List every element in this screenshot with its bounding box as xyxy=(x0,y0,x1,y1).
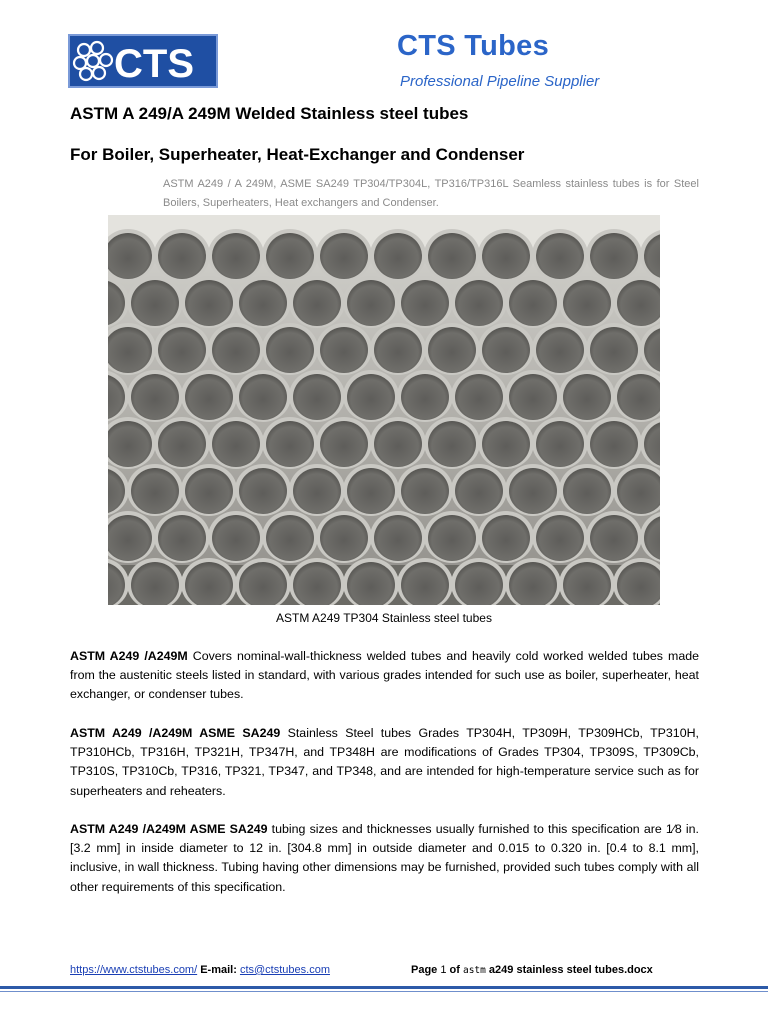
tube-bore xyxy=(455,280,503,326)
tube-bore xyxy=(158,233,206,279)
paragraph-lead: ASTM A249 /A249M xyxy=(70,649,188,663)
tube-bore xyxy=(563,374,611,420)
paragraph-lead: ASTM A249 /A249M ASME SA249 xyxy=(70,726,281,740)
paragraph-text: Covers nominal-wall-thickness welded tubes and heavily cold worked welded tubes made from the austenitic steels listed in standard, with various grades intended for such use as boiler, superheater, heat exchanger, or condenser tubes. xyxy=(70,649,699,702)
tube-bore xyxy=(347,374,395,420)
tube-bore xyxy=(401,280,449,326)
paragraph-lead: ASTM A249 /A249M ASME SA249 xyxy=(70,822,268,836)
tube-bore xyxy=(293,468,341,514)
brand-title: CTS Tubes xyxy=(397,30,550,62)
tube-bore xyxy=(590,421,638,467)
website-link[interactable]: https://www.ctstubes.com/ xyxy=(70,964,198,976)
tube-bore xyxy=(536,233,584,279)
tube-bore xyxy=(590,327,638,373)
footer-rule xyxy=(0,986,768,989)
tube-bore xyxy=(509,468,557,514)
page-number: 1 xyxy=(440,964,447,976)
tube-bore xyxy=(536,421,584,467)
tube-bore xyxy=(320,515,368,561)
email-label: E-mail: xyxy=(197,964,240,976)
tube-bore xyxy=(158,327,206,373)
tube-bore xyxy=(374,233,422,279)
tube-bore xyxy=(131,280,179,326)
paragraph-grades xyxy=(70,724,699,801)
footer-rule-thin xyxy=(0,991,768,992)
paragraph-text: tubing sizes and thicknesses usually furnished to this specification are 1⁄8 in. [3.2 mm] in inside diameter to 12 in. [304.8 mm] in outside diameter and 0.015 to 0.320 in. [0.4 to 8.1 mm], inclusive, in wall thickness. Tubing having other dimensions may be furnished, provided such tubes comply with all other requirements of this specification. xyxy=(70,822,699,894)
tubes-photo xyxy=(108,215,660,605)
tube-bore xyxy=(266,233,314,279)
tube-bore xyxy=(239,280,287,326)
tube-bore xyxy=(455,374,503,420)
tube-bore xyxy=(293,374,341,420)
tube-bore xyxy=(428,515,476,561)
document-title: ASTM A 249/A 249M Welded Stainless steel tubes xyxy=(70,104,469,123)
tube-bore xyxy=(482,327,530,373)
paragraph-text: Stainless Steel tubes Grades TP304H, TP309H, TP309HCb, TP310H, TP310HCb, TP316H, TP321H, TP347H, and TP348H are modifications of Grades TP304, TP309S, TP309Cb, TP310S, TP310Cb, TP316, TP321, TP347, and TP348, and are intended for high-temperature service such as for superheaters and reheaters. xyxy=(70,726,699,798)
tube-bore xyxy=(347,468,395,514)
image-caption: ASTM A249 TP304 Stainless steel tubes xyxy=(276,611,492,625)
company-logo xyxy=(68,34,218,88)
tube-bore xyxy=(590,515,638,561)
tube-bore xyxy=(266,421,314,467)
footer-page-info xyxy=(411,964,653,976)
email-link[interactable]: cts@ctstubes.com xyxy=(239,964,330,976)
tube-bore xyxy=(347,280,395,326)
tube-bore xyxy=(374,515,422,561)
tube-bore xyxy=(212,515,260,561)
intro-text: ASTM A249 / A 249M, ASME SA249 TP304/TP304L, TP316/TP316L Seamless stainless tubes is for Steel Boilers, Superheaters, Heat exchangers and Condenser. xyxy=(163,178,699,209)
tube-bore xyxy=(131,468,179,514)
tube-bore xyxy=(482,515,530,561)
tube-bore xyxy=(563,280,611,326)
tube-bore xyxy=(185,468,233,514)
tube-bore xyxy=(158,421,206,467)
tube-bore xyxy=(185,374,233,420)
tube-bore xyxy=(293,280,341,326)
paragraph-scope xyxy=(70,647,699,705)
tube-bore xyxy=(266,327,314,373)
tube-bore xyxy=(212,421,260,467)
tube-bore xyxy=(131,374,179,420)
tube-bore xyxy=(212,233,260,279)
logo-text: CTS xyxy=(114,42,194,86)
tube-bore xyxy=(158,515,206,561)
tube-bore xyxy=(428,421,476,467)
tube-bore xyxy=(455,468,503,514)
tube-bore xyxy=(590,233,638,279)
doc-prefix: astm xyxy=(462,965,486,976)
tube-bore xyxy=(428,233,476,279)
tube-bore xyxy=(320,233,368,279)
document-subtitle: For Boiler, Superheater, Heat-Exchanger and Condenser xyxy=(70,145,525,164)
tube-bore xyxy=(266,515,314,561)
tube-bore xyxy=(482,233,530,279)
tube-bore xyxy=(536,515,584,561)
tube-bore xyxy=(212,327,260,373)
tube-bore xyxy=(320,421,368,467)
tube-bore xyxy=(536,327,584,373)
page-label: Page xyxy=(411,964,441,976)
tube-bore xyxy=(428,327,476,373)
tube-bore xyxy=(401,468,449,514)
paragraph-sizes xyxy=(70,820,699,897)
footer-contact xyxy=(70,964,330,976)
tube-bore xyxy=(482,421,530,467)
tube-bore xyxy=(374,327,422,373)
tube-bore xyxy=(320,327,368,373)
tube-bore xyxy=(509,374,557,420)
tube-bore xyxy=(563,468,611,514)
doc-name: a249 stainless steel tubes.docx xyxy=(485,964,653,976)
of-label: of xyxy=(446,964,463,976)
tube-bore xyxy=(509,280,557,326)
brand-subtitle: Professional Pipeline Supplier xyxy=(400,73,600,90)
tube-bore xyxy=(239,468,287,514)
tube-bore xyxy=(185,280,233,326)
tube-bore xyxy=(374,421,422,467)
tube-bore xyxy=(401,374,449,420)
tube-bore xyxy=(239,374,287,420)
stacked-tubes-image xyxy=(108,215,660,605)
cts-logo-mark xyxy=(70,36,216,86)
